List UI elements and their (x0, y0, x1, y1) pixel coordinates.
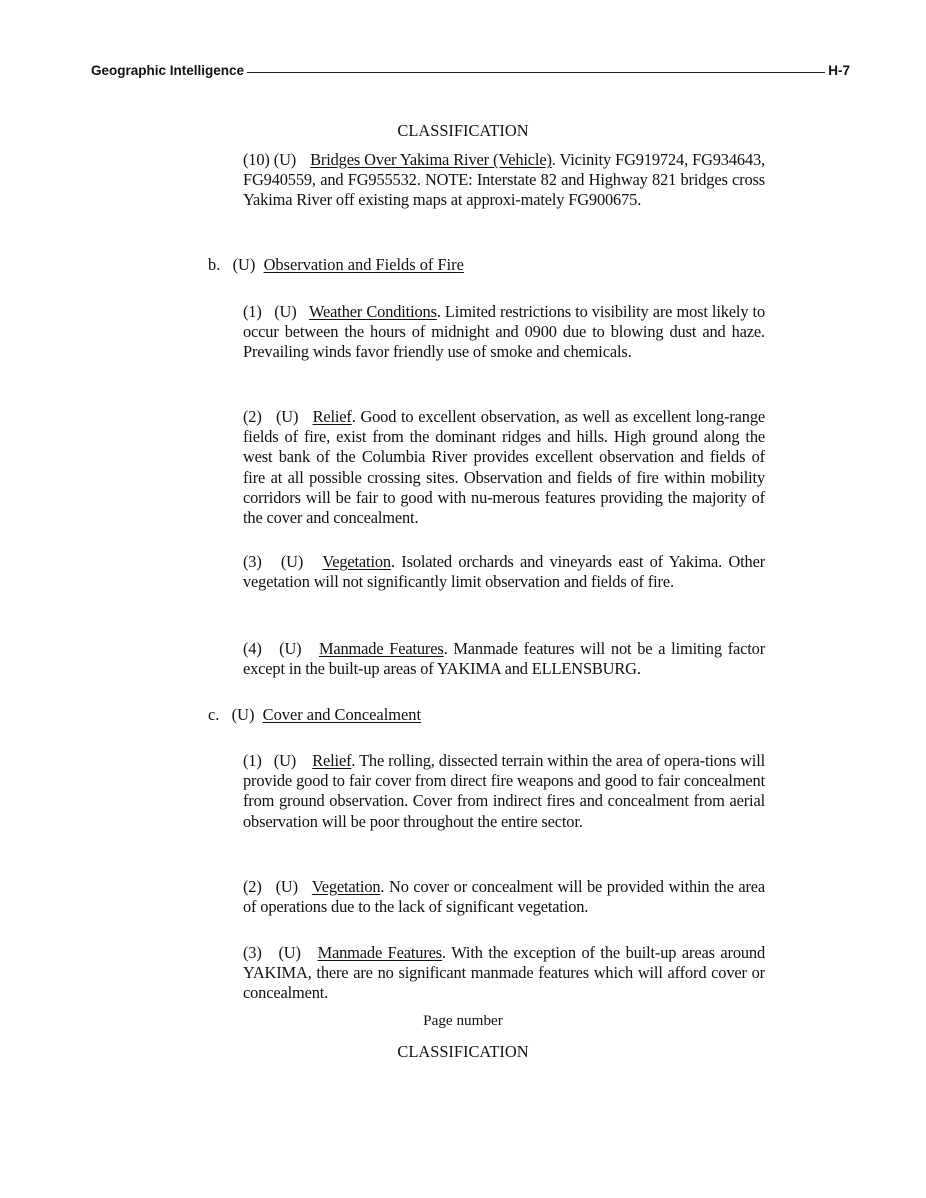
paragraph-c3: (3) (U) Manmade Features. With the exception of the built-up areas around YAKIMA, there are no significant manmade features which will afford cover or concealment. (243, 943, 766, 1003)
paragraph-10: (10) (U) Bridges Over Yakima River (Vehicle). Vicinity FG919724, FG934643, FG940559, and FG955532. NOTE: Interstate 82 and Highway 821 bridges cross Yakima River off existing maps at approxi-mately FG900675. (243, 150, 765, 210)
paragraph-title: Manmade Features (317, 943, 442, 962)
paragraph-title: Relief (312, 751, 352, 770)
paragraph-b3: (3) (U) Vegetation. Isolated orchards and vineyards east of Yakima. Other vegetation will not significantly limit observation and fields of fire. (243, 552, 766, 592)
header-page-id: H-7 (828, 63, 850, 78)
classification-top: CLASSIFICATION (397, 121, 529, 140)
paragraph-title: Manmade Features (318, 639, 444, 658)
paragraph-title: Weather Conditions (309, 302, 437, 321)
paragraph-b2: (2) (U) Relief. Good to excellent observation, as well as excellent long-range fields of fire, exist from the dominant ridges and hills. High ground along the west bank of the Columbia River provides excellent observation and fields of fire at all possible crossing sites. Observation and fields of fire within mobility corridors will be fair to good with nu-merous features providing the majority of the cover and concealment. (243, 407, 766, 528)
paragraph-c2: (2) (U) Vegetation. No cover or concealment will be provided within the area of operations due to the lack of significant vegetation. (243, 877, 766, 917)
running-header (91, 58, 850, 78)
section-title: Cover and Concealment (262, 705, 422, 724)
header-title: Geographic Intelligence (91, 63, 245, 78)
paragraph-b1: (1) (U) Weather Conditions. Limited restrictions to visibility are most likely to occur between the hours of midnight and 0900 due to blowing dust and haze. Prevailing winds favor friendly use of smoke and chemicals. (243, 302, 765, 362)
paragraph-title: Bridges Over Yakima River (Vehicle) (310, 150, 552, 169)
paragraph-title: Relief (312, 407, 352, 426)
paragraph-c1: (1) (U) Relief. The rolling, dissected terrain within the area of opera-tions will provide good to fair cover from direct fire weapons and good to fair concealment from ground observation. Cover from indirect fires and concealment from aerial observation will be poor throughout the entire sector. (243, 751, 766, 831)
section-title: Observation and Fields of Fire (263, 255, 464, 274)
section-c-heading: c. (U) Cover and Concealment (208, 705, 422, 724)
classification-bottom: CLASSIFICATION (397, 1042, 529, 1061)
section-b-heading: b. (U) Observation and Fields of Fire (208, 255, 464, 274)
paragraph-title: Vegetation (322, 552, 391, 571)
paragraph-b4: (4) (U) Manmade Features. Manmade features will not be a limiting factor except in the built-up areas of YAKIMA and ELLENSBURG. (243, 639, 766, 679)
page-number-label: Page number (423, 1012, 503, 1029)
paragraph-title: Vegetation (311, 877, 381, 896)
header-rule (247, 72, 825, 73)
